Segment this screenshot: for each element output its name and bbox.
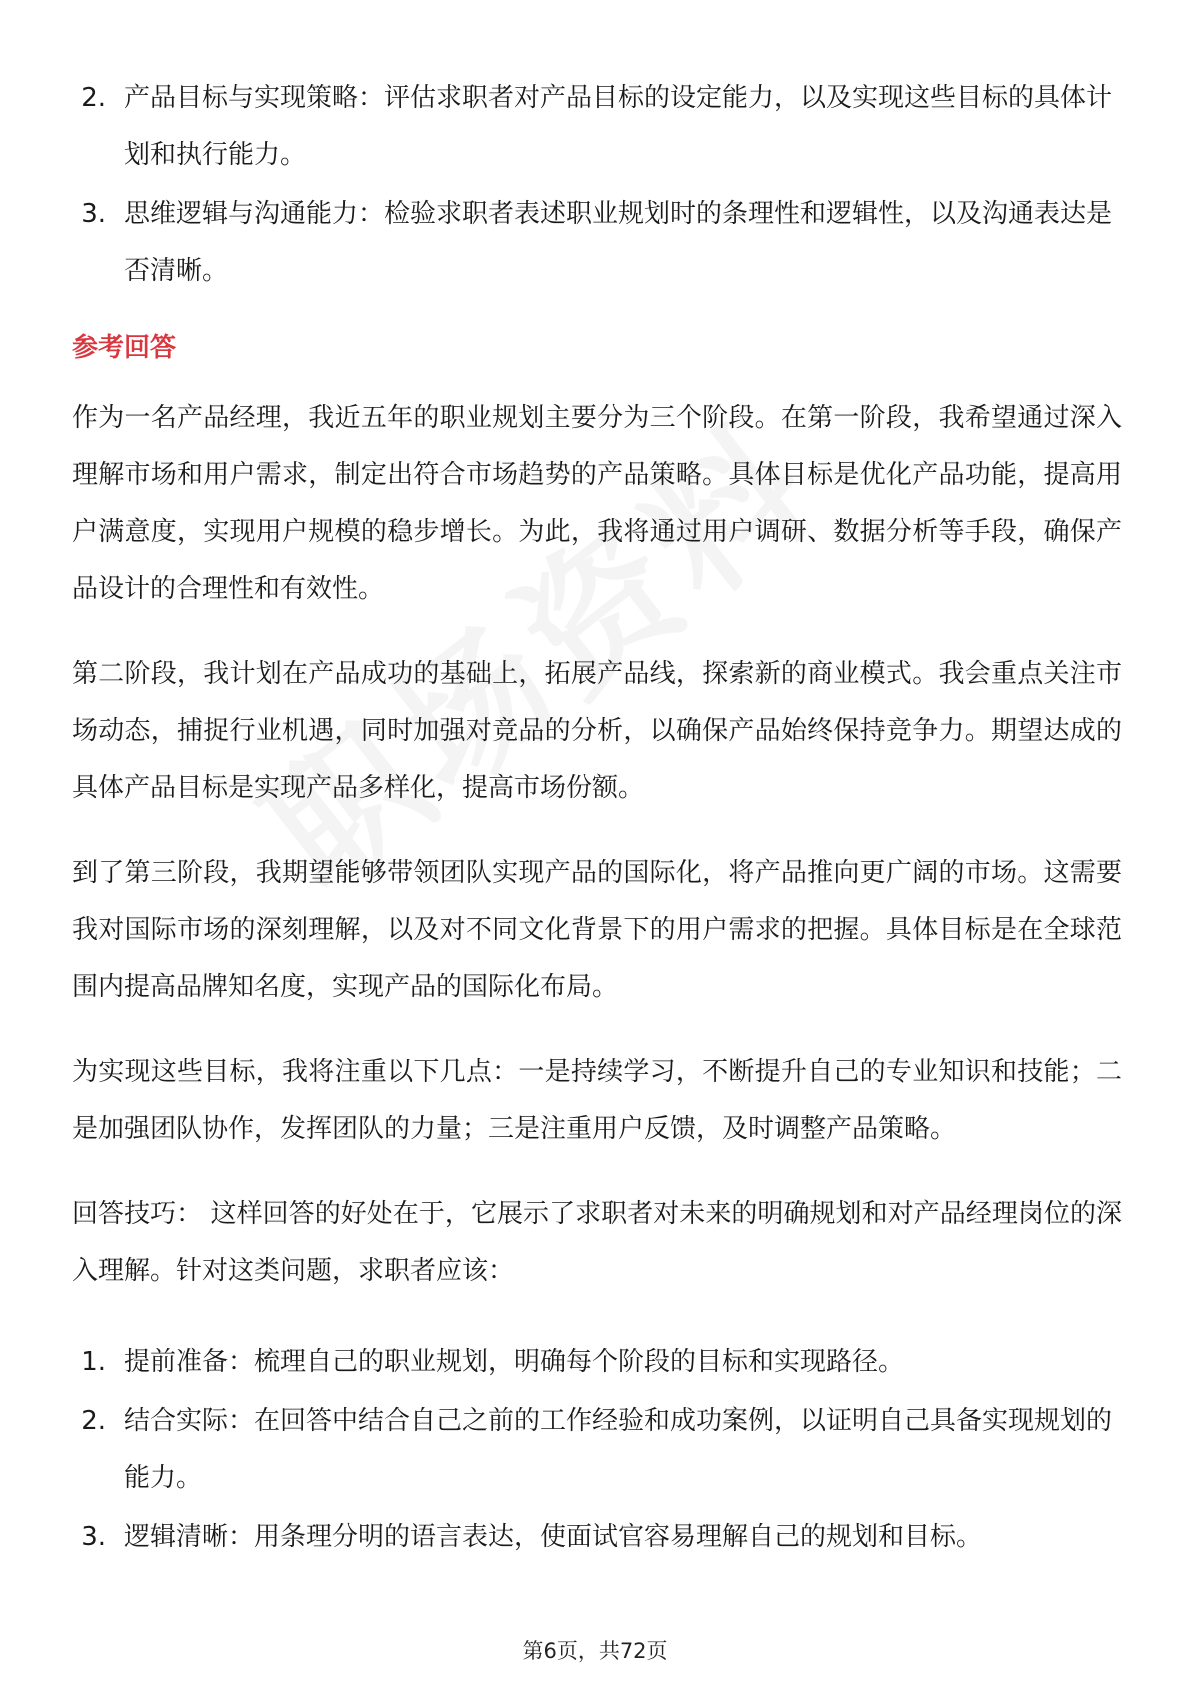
list-item	[72, 1393, 1122, 1507]
paragraph: 为实现这些目标，我将注重以下几点：一是持续学习，不断提升自己的专业知识和技能；二是加强团队协作，发挥团队的力量；三是注重用户反馈，及时调整产品策略。	[72, 1057, 1122, 1144]
list-item	[72, 1509, 1122, 1566]
tip-paragraph: 回答技巧： 这样回答的好处在于，它展示了求职者对未来的明确规划和对产品经理岗位的深入理解。针对这类问题，求职者应该：	[72, 1199, 1122, 1286]
tips-list	[72, 1334, 1122, 1566]
list-number: 2.	[81, 83, 106, 113]
list-number: 3.	[81, 199, 106, 229]
criteria-list	[72, 70, 1122, 300]
section-heading: 参考回答	[72, 333, 177, 363]
list-item	[72, 186, 1122, 300]
list-item	[72, 70, 1122, 184]
paragraph: 第二阶段，我计划在产品成功的基础上，拓展产品线，探索新的商业模式。我会重点关注市场动态，捕捉行业机遇，同时加强对竞品的分析，以确保产品始终保持竞争力。期望达成的具体产品目标是实现产品多样化，提高市场份额。	[72, 659, 1122, 803]
list-item	[72, 1334, 1122, 1391]
paragraph: 到了第三阶段，我期望能够带领团队实现产品的国际化，将产品推向更广阔的市场。这需要我对国际市场的深刻理解，以及对不同文化背景下的用户需求的把握。具体目标是在全球范围内提高品牌知名度，实现产品的国际化布局。	[72, 858, 1122, 1002]
list-text: 结合实际：在回答中结合自己之前的工作经验和成功案例，以证明自己具备实现规划的能力。	[124, 1406, 1113, 1493]
list-number: 1.	[81, 1347, 106, 1377]
list-number: 2.	[81, 1406, 106, 1436]
list-text: 思维逻辑与沟通能力：检验求职者表述职业规划时的条理性和逻辑性，以及沟通表达是否清晰。	[124, 199, 1113, 286]
list-text: 产品目标与实现策略：评估求职者对产品目标的设定能力，以及实现这些目标的具体计划和执行能力。	[124, 83, 1113, 170]
list-text: 提前准备：梳理自己的职业规划，明确每个阶段的目标和实现路径。	[124, 1347, 905, 1377]
document-page	[72, 70, 1122, 1568]
list-number: 3.	[81, 1522, 106, 1552]
page-footer: 第6页，共72页	[522, 1639, 668, 1663]
paragraph: 作为一名产品经理，我近五年的职业规划主要分为三个阶段。在第一阶段，我希望通过深入理解市场和用户需求，制定出符合市场趋势的产品策略。具体目标是优化产品功能，提高用户满意度，实现用户规模的稳步增长。为此，我将通过用户调研、数据分析等手段，确保产品设计的合理性和有效性。	[72, 403, 1122, 604]
list-text: 逻辑清晰：用条理分明的语言表达，使面试官容易理解自己的规划和目标。	[124, 1522, 983, 1552]
